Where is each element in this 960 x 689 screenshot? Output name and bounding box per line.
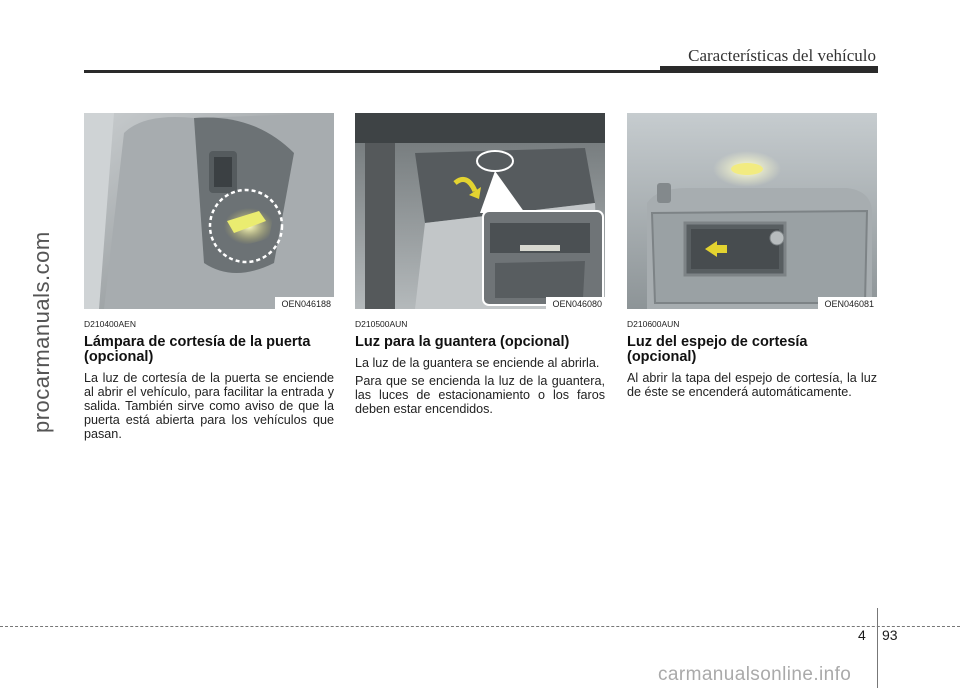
section-body [355, 356, 605, 416]
chapter-number: 4 [858, 627, 866, 643]
section-title: Luz para la guantera (opcional) [355, 334, 570, 350]
paragraph: Para que se encienda la luz de la guantera, las luces de estacionamiento o los faros deben estar encendidos. [355, 374, 605, 416]
glovebox-illustration [355, 113, 605, 309]
glovebox-photo [355, 113, 605, 309]
photo-code: OEN046081 [818, 297, 877, 309]
photo-code: OEN046080 [546, 297, 605, 309]
section-code: D210400AEN [84, 319, 136, 329]
page-number: 93 [882, 627, 898, 643]
door-lamp-photo [84, 113, 334, 309]
section-door-courtesy-lamp [84, 113, 334, 445]
side-watermark: procarmanuals.com [29, 231, 54, 433]
paragraph: Al abrir la tapa del espejo de cortesía, la luz de éste se encenderá automáticamente. [627, 371, 877, 399]
section-code: D210600AUN [627, 319, 680, 329]
paragraph: La luz de cortesía de la puerta se enciende al abrir el vehículo, para facilitar la entrada y salida. También sirve como aviso de que la puerta está abierta para los vehículos que pasan. [84, 371, 334, 441]
section-vanity-mirror-light [627, 113, 877, 403]
photo-code: OEN046188 [275, 297, 334, 309]
section-code: D210500AUN [355, 319, 408, 329]
door-lamp-illustration [84, 113, 334, 309]
vanity-mirror-photo [627, 113, 877, 309]
header-rule-accent [660, 66, 878, 71]
footer-separator [877, 608, 878, 688]
section-glovebox-light [355, 113, 605, 420]
section-title: Lámpara de cortesía de la puerta (opcional) [84, 334, 311, 365]
section-body [84, 371, 334, 441]
paragraph: La luz de la guantera se enciende al abrirla. [355, 356, 600, 370]
footer-rule [0, 626, 960, 627]
bottom-watermark: carmanualsonline.info [658, 664, 852, 685]
vanity-mirror-illustration [627, 113, 877, 309]
section-body [627, 371, 877, 399]
header-title: Características del vehículo [688, 46, 876, 65]
section-title: Luz del espejo de cortesía (opcional) [627, 334, 808, 365]
